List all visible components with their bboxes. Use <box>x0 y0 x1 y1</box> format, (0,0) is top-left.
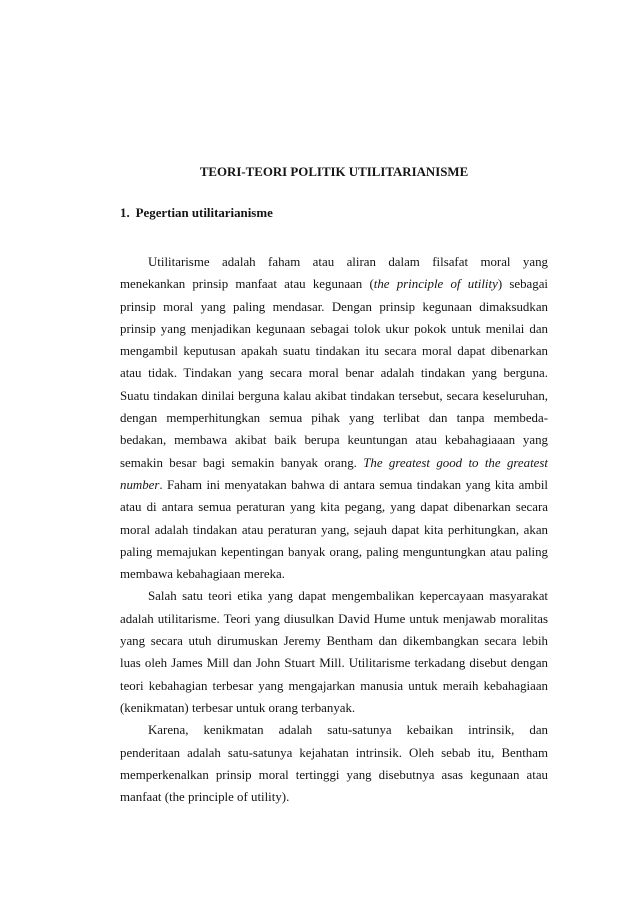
text-line: Karena, kenikmatan adalah satu-satunya kebaikan intrinsik, dan <box>148 723 548 738</box>
text-line: luas oleh James Mill dan John Stuart Mill. Utilitarisme terkadang disebut dengan <box>120 656 548 671</box>
section-heading <box>120 202 273 224</box>
text-line <box>120 273 548 295</box>
italic-text: the principle of utility <box>373 277 498 292</box>
text-line: penderitaan adalah satu-satunya kejahatan intrinsik. Oleh sebab itu, Bentham <box>120 745 548 760</box>
text-line: membawa kebahagiaan mereka. <box>120 567 285 582</box>
text-line: prinsip yang menjadikan kegunaan sebagai tolok ukur pokok untuk menilai dan <box>120 321 548 336</box>
text-line <box>120 452 548 474</box>
text-line: yang secara utuh dirumuskan Jeremy Bentham dan dikembangkan secara lebih <box>120 634 548 649</box>
paragraph <box>120 251 548 585</box>
italic-text: number <box>120 477 160 492</box>
paragraph <box>120 585 548 719</box>
italic-text: The greatest good to the greatest <box>363 455 548 470</box>
text-segment: . Faham ini menyatakan bahwa di antara semua tindakan yang kita ambil <box>159 477 548 492</box>
text-line: paling memajukan kepentingan banyak orang, paling menguntungkan atau paling <box>120 544 548 559</box>
document-title: TEORI-TEORI POLITIK UTILITARIANISME <box>199 165 469 179</box>
text-line: atau tidak. Tindakan yang secara moral benar adalah tindakan yang berguna. <box>120 366 548 381</box>
text-line: mengambil keputusan apakah suatu tindakan itu secara moral dapat dibenarkan <box>120 344 548 359</box>
text-line: (kenikmatan) terbesar untuk orang terbanyak. <box>120 700 356 715</box>
text-line: atau di antara semua peraturan yang kita pegang, yang dapat dibenarkan secara <box>120 500 548 515</box>
text-segment: semakin besar bagi semakin banyak orang. <box>120 455 357 470</box>
text-line: Suatu tindakan dinilai berguna kalau akibat tindakan tersebut, secara keseluruhan, <box>120 388 548 403</box>
text-line: Utilitarisme adalah faham atau aliran dalam filsafat moral yang <box>148 255 548 269</box>
text-line: memperkenalkan prinsip moral tertinggi yang disebutnya asas kegunaan atau <box>120 767 548 782</box>
text-line: teori kebahagian terbesar yang mengajarkan manusia untuk meraih kebahagiaan <box>120 678 548 693</box>
text-line: manfaat (the principle of utility). <box>120 790 290 805</box>
body-text <box>120 251 548 808</box>
text-segment: menekankan prinsip manfaat atau kegunaan ( <box>120 277 374 292</box>
text-line: adalah utilitarisme. Teori yang diusulkan David Hume untuk menjawab moralitas <box>120 611 548 626</box>
text-line: moral adalah tindakan atau peraturan yang, sejauh dapat kita perhitungkan, akan <box>120 522 548 537</box>
section-heading-text: Pegertian utilitarianisme <box>135 206 273 220</box>
text-line: dengan memperhitungkan semua pihak yang terlibat dan tanpa membeda- <box>120 411 548 426</box>
text-line: prinsip moral yang paling mendasar. Dengan prinsip kegunaan dimaksudkan <box>120 299 548 314</box>
paragraph <box>120 719 548 808</box>
section-number: 1. <box>120 206 130 220</box>
text-segment: ) sebagai <box>497 277 549 292</box>
text-line <box>120 474 548 496</box>
text-line: bedakan, membawa akibat baik berupa keuntungan atau kebahagiaaan yang <box>120 433 548 448</box>
text-line: Salah satu teori etika yang dapat mengembalikan kepercayaan masyarakat <box>148 589 548 604</box>
